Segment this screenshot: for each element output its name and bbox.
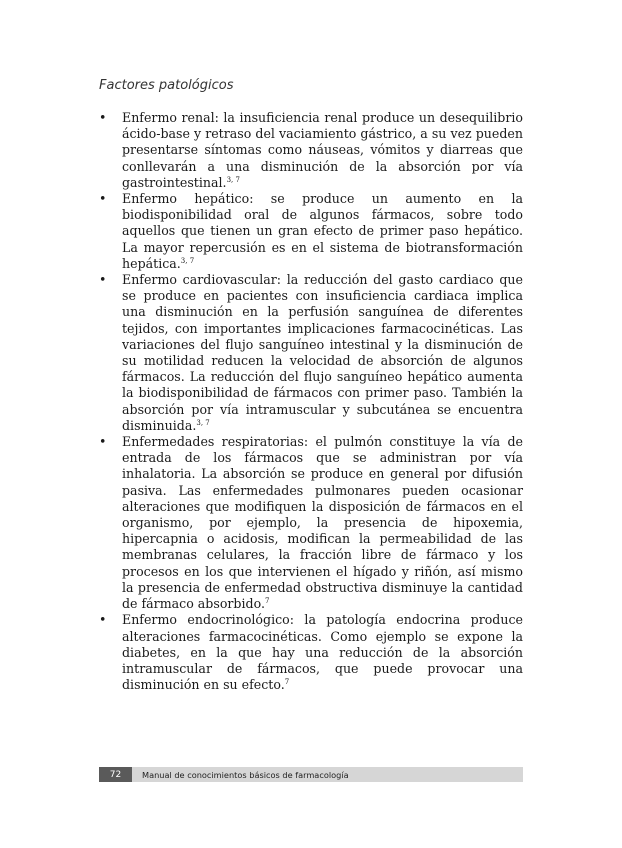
list-item [99, 434, 523, 612]
section-title: Factores patológicos [99, 78, 234, 93]
bullet-text: Enfermo cardiovascular: la reducción del gasto cardiaco que se produce en pacientes con insuficiencia cardiaca implica una disminución en la perfusión sanguínea de diferentes tejidos, con importantes implicaciones farmacocinéticas. Las variaciones del flujo sanguíneo intestinal y la disminución de su motilidad reducen la velocidad de absorción de algunos fármacos. La reducción del flujo sanguíneo hepático aumenta la biodisponibilidad de fármacos con primer paso. También la absorción por vía intramuscular y subcutánea se encuentra disminuida. [122, 272, 523, 433]
reference-superscript: 7 [264, 597, 270, 606]
list-item [99, 110, 523, 191]
reference-superscript: 7 [284, 678, 290, 687]
list-item [99, 191, 523, 272]
list-item [99, 612, 523, 693]
page-number: 72 [99, 767, 132, 782]
reference-superscript: 3, 7 [226, 175, 240, 184]
bullet-text: Enfermo renal: la insuficiencia renal produce un desequilibrio ácido-base y retraso del vaciamiento gástrico, a su vez pueden presentarse síntomas como náuseas, vómitos y diarreas que conllevarán a una disminución de la absorción por vía gastrointestinal. [122, 110, 523, 190]
reference-superscript: 3, 7 [180, 256, 195, 265]
list-item [99, 272, 523, 434]
bullet-text: Enfermo endocrinológico: la patología endocrina produce alteraciones farmacocinéticas. Como ejemplo se expone la diabetes, en la que hay una reducción de la absorción intramuscular de fármacos, que puede provocar una disminución en su efecto. [122, 612, 523, 693]
bullet-text: Enfermo hepático: se produce un aumento en la biodisponibilidad oral de algunos fármacos, sobre todo aquellos que tienen un gran efecto de primer paso hepático. La mayor repercusión es en el sistema de biotransformación hepática. [122, 191, 523, 271]
page-footer [99, 767, 523, 782]
bullet-text: Enfermedades respiratorias: el pulmón constituye la vía de entrada de los fármacos que se administran por vía inhalatoria. La absorción se produce en general por difusión pasiva. Las enfermedades pulmonares pueden ocasionar alteraciones que modifiquen la disposición de fármacos en el organismo, por ejemplo, la presencia de hipoxemia, hipercapnia o acidosis, modifican la permeabilidad de las membranas celulares, la fracción libre de fármaco y los procesos en los que intervienen el hígado y riñón, así mismo la presencia de enfermedad obstructiva disminuye la cantidad de fármaco absorbido. [122, 434, 523, 612]
bullet-list [99, 110, 523, 693]
reference-superscript: 3, 7 [196, 418, 210, 427]
footer-book-title: Manual de conocimientos básicos de farmacología [142, 769, 349, 780]
